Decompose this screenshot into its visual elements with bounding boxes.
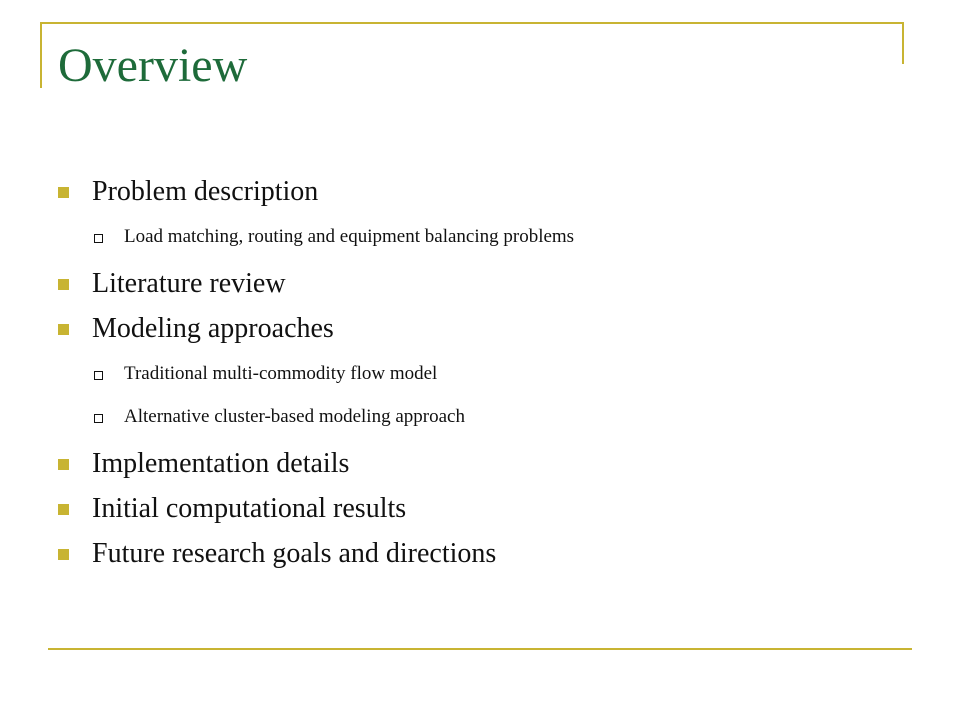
frame-left-rule [40, 22, 42, 88]
bullet-text: Future research goals and directions [92, 538, 497, 569]
sub-bullet-text: Alternative cluster-based modeling approach [124, 406, 465, 427]
sub-bullet-text: Traditional multi-commodity flow model [124, 363, 438, 384]
hollow-square-bullet-icon [94, 414, 103, 423]
hollow-square-bullet-icon [94, 371, 103, 380]
bullet-text: Implementation details [92, 448, 350, 479]
square-bullet-icon [58, 504, 69, 515]
bullet-text: Problem description [92, 176, 319, 207]
bullet-text: Initial computational results [92, 493, 407, 524]
square-bullet-icon [58, 279, 69, 290]
bullet-item [58, 493, 918, 525]
frame-bottom-rule [48, 648, 912, 650]
square-bullet-icon [58, 324, 69, 335]
bullet-item [58, 268, 918, 300]
bullet-text: Modeling approaches [92, 313, 334, 344]
square-bullet-icon [58, 549, 69, 560]
sub-bullet-item [58, 362, 918, 386]
square-bullet-icon [58, 187, 69, 198]
slide-title: Overview [58, 39, 248, 92]
square-bullet-icon [58, 459, 69, 470]
bullet-list [58, 176, 918, 583]
hollow-square-bullet-icon [94, 234, 103, 243]
bullet-item [58, 176, 918, 208]
bullet-item [58, 538, 918, 570]
sub-bullet-item [58, 405, 918, 429]
sub-bullet-text: Load matching, routing and equipment balancing problems [124, 226, 575, 247]
bullet-item [58, 313, 918, 345]
frame-right-rule [902, 22, 904, 64]
bullet-text: Literature review [92, 268, 286, 299]
frame-top-rule [40, 22, 904, 24]
bullet-item [58, 448, 918, 480]
sub-bullet-item [58, 225, 918, 249]
